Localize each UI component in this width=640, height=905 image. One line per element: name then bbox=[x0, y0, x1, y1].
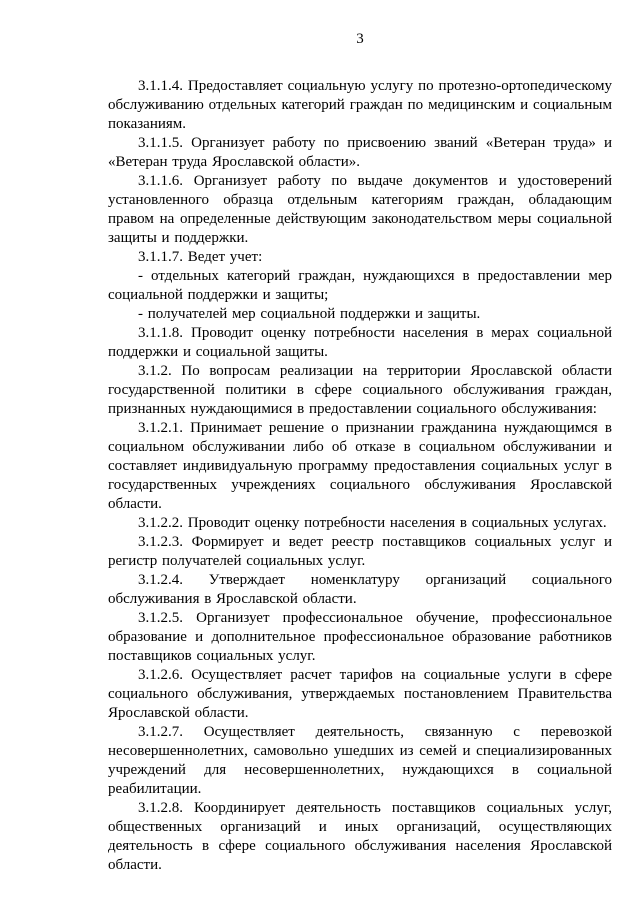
document-body bbox=[108, 77, 612, 875]
paragraph: - получателей мер социальной поддержки и защиты. bbox=[138, 306, 481, 322]
paragraph: 3.1.2.6. Осуществляет расчет тарифов на социальные услуги в сфере социального обслуживания, утверждаемых постановлением Правительства Ярославской области. bbox=[108, 667, 612, 721]
paragraph: 3.1.2.5. Организует профессиональное обучение, профессиональное образование и дополнительное профессиональное образование работников поставщиков социальных услуг. bbox=[108, 610, 612, 664]
paragraph: - отдельных категорий граждан, нуждающихся в предоставлении мер социальной поддержки и защиты; bbox=[108, 268, 612, 303]
paragraph: 3.1.1.7. Ведет учет: bbox=[138, 249, 263, 265]
paragraph: 3.1.2.3. Формирует и ведет реестр поставщиков социальных услуг и регистр получателей социальных услуг. bbox=[108, 534, 612, 569]
paragraph: 3.1.2.8. Координирует деятельность поставщиков социальных услуг, общественных организаций и иных организаций, осуществляющих деятельность в сфере социального обслуживания населения Ярославской области. bbox=[108, 800, 612, 873]
paragraph: 3.1.2.4. Утверждает номенклатуру организаций социального обслуживания в Ярославской области. bbox=[108, 572, 612, 607]
paragraph: 3.1.1.6. Организует работу по выдаче документов и удостоверений установленного образца отдельным категориям граждан, обладающим правом на определенные действующим законодательством меры социальной защиты и поддержки. bbox=[108, 173, 612, 246]
paragraph: 3.1.2.1. Принимает решение о признании гражданина нуждающимся в социальном обслуживании либо об отказе в социальном обслуживании и составляет индивидуальную программу предоставления социальных услуг в государственных учреждениях социального обслуживания Ярославской области. bbox=[108, 420, 612, 512]
page-number: 3 bbox=[356, 31, 364, 47]
paragraph: 3.1.2. По вопросам реализации на территории Ярославской области государственной политики в сфере социального обслуживания граждан, признанных нуждающимися в предоставлении социального обслуживания: bbox=[108, 363, 612, 417]
paragraph: 3.1.1.4. Предоставляет социальную услугу по протезно-ортопедическому обслуживанию отдельных категорий граждан по медицинским и социальным показаниям. bbox=[108, 78, 612, 132]
paragraph: 3.1.2.7. Осуществляет деятельность, связанную с перевозкой несовершеннолетних, самовольно ушедших из семей и специализированных учреждений для несовершеннолетних, нуждающихся в социальной реабилитации. bbox=[108, 724, 612, 797]
paragraph: 3.1.1.5. Организует работу по присвоению званий «Ветеран труда» и «Ветеран труда Ярославской области». bbox=[108, 135, 612, 170]
paragraph: 3.1.1.8. Проводит оценку потребности населения в мерах социальной поддержки и социальной защиты. bbox=[108, 325, 612, 360]
paragraph: 3.1.2.2. Проводит оценку потребности населения в социальных услугах. bbox=[138, 515, 607, 531]
